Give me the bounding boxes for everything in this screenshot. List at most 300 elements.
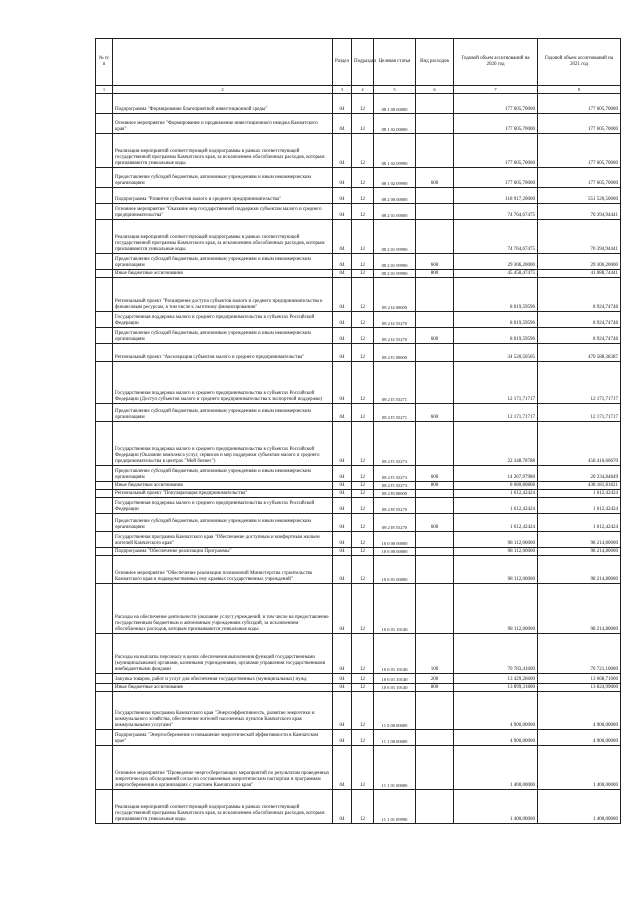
row-allocation-2020-cell: 8 019,59596 bbox=[454, 312, 538, 328]
row-allocation-2021-cell: 70 721,10000 bbox=[538, 634, 621, 674]
row-section-cell: 04 bbox=[333, 466, 352, 482]
row-expense-type-cell bbox=[416, 114, 454, 134]
column-number: 7 bbox=[454, 86, 538, 94]
row-section-cell: 04 bbox=[333, 684, 352, 692]
row-number-cell bbox=[96, 344, 113, 362]
row-expense-type-cell bbox=[416, 584, 454, 634]
row-subsection-cell: 12 bbox=[352, 548, 374, 556]
row-subsection-cell: 12 bbox=[352, 498, 374, 514]
row-target-article-cell: 10 6 01 10140 bbox=[374, 674, 416, 684]
row-expense-type-cell bbox=[416, 548, 454, 556]
header-row-number: № п/п bbox=[96, 39, 113, 86]
column-number-row bbox=[96, 86, 621, 94]
row-name-cell: Расходы на обеспечение деятельности (оказание услуг) учреждений, в том числе на предоставление государственным бюджетным и автономным учреждениям субсидий, за исключением обособленных расходов, которым присваиваются уникальные коды bbox=[113, 584, 333, 634]
row-target-article-cell: 11 1 00 00000 bbox=[374, 730, 416, 746]
column-number: 6 bbox=[416, 86, 454, 94]
row-number-cell bbox=[96, 328, 113, 344]
row-section-cell: 04 bbox=[333, 790, 352, 824]
row-name-cell: Основное мероприятие "Оказание мер государственной поддержки субъектам малого и среднего предпринимательства" bbox=[113, 204, 333, 220]
row-allocation-2021-cell: 12 171,71717 bbox=[538, 362, 621, 404]
row-section-cell: 04 bbox=[333, 556, 352, 584]
table-row bbox=[96, 362, 621, 404]
row-target-article-cell: 08 2 I4 55270 bbox=[374, 328, 416, 344]
row-expense-type-cell bbox=[416, 422, 454, 466]
header-subsection: Подраздел bbox=[352, 39, 374, 86]
row-allocation-2020-cell: 98 112,00000 bbox=[454, 584, 538, 634]
row-number-cell bbox=[96, 548, 113, 556]
row-expense-type-cell bbox=[416, 692, 454, 730]
row-allocation-2020-cell: 12 171,71717 bbox=[454, 362, 538, 404]
row-name-cell: Государственная поддержка малого и среднего предпринимательства в субъектах Российской Федерации (Оказание комплекса услуг, сервисов и мер поддержки субъектам малого и среднего предпринимательства в центрах "Мой бизнес") bbox=[113, 422, 333, 466]
row-subsection-cell: 12 bbox=[352, 674, 374, 684]
table-row bbox=[96, 94, 621, 114]
row-allocation-2021-cell: 8 924,74748 bbox=[538, 328, 621, 344]
table-row bbox=[96, 422, 621, 466]
row-subsection-cell: 12 bbox=[352, 692, 374, 730]
row-target-article-cell: 08 2 I5 55273 bbox=[374, 482, 416, 490]
row-target-article-cell: 08 1 00 00000 bbox=[374, 94, 416, 114]
row-expense-type-cell: 800 bbox=[416, 684, 454, 692]
row-number-cell bbox=[96, 730, 113, 746]
row-name-cell: Государственная программа Камчатского края "Энергоэффективность, развитие энергетики и коммунального хозяйства, обеспечение жителей населенных пунктов Камчатского края коммунальными услугами" bbox=[113, 692, 333, 730]
row-subsection-cell: 12 bbox=[352, 134, 374, 168]
row-allocation-2021-cell: 1 612,42424 bbox=[538, 514, 621, 532]
row-name-cell: Предоставление субсидий бюджетным, автономным учреждениям и иным некоммерческим организациям bbox=[113, 254, 333, 270]
row-name-cell: Государственная программа Камчатского края "Обеспечение доступным и комфортным жильем жителей Камчатского края" bbox=[113, 532, 333, 548]
row-allocation-2021-cell: 13 824,99000 bbox=[538, 684, 621, 692]
row-subsection-cell: 12 bbox=[352, 220, 374, 254]
table-row bbox=[96, 556, 621, 584]
row-name-cell: Реализация мероприятий соответствующей подпрограммы в рамках соответствующей государственной программы Камчатского края, за исключением обособленных расходов, которым присваиваются уникальные коды bbox=[113, 134, 333, 168]
row-expense-type-cell bbox=[416, 188, 454, 204]
row-allocation-2021-cell: 12 171,71717 bbox=[538, 404, 621, 422]
row-target-article-cell: 08 2 01 00000 bbox=[374, 204, 416, 220]
row-name-cell: Реализация мероприятий соответствующей подпрограммы в рамках соответствующей государственной программы Камчатского края, за исключением обособленных расходов, которым присваиваются уникальные коды bbox=[113, 790, 333, 824]
row-allocation-2020-cell: 118 917,20000 bbox=[454, 188, 538, 204]
row-allocation-2021-cell: 4 900,00000 bbox=[538, 692, 621, 730]
table-row bbox=[96, 270, 621, 278]
row-number-cell bbox=[96, 498, 113, 514]
row-name-cell: Подпрограмма "Обеспечение реализации Программы" bbox=[113, 548, 333, 556]
row-target-article-cell: 08 2 I5 55273 bbox=[374, 422, 416, 466]
row-allocation-2020-cell: 74 764,67475 bbox=[454, 204, 538, 220]
row-expense-type-cell: 600 bbox=[416, 254, 454, 270]
row-section-cell: 04 bbox=[333, 692, 352, 730]
row-subsection-cell: 12 bbox=[352, 482, 374, 490]
row-expense-type-cell: 600 bbox=[416, 328, 454, 344]
row-number-cell bbox=[96, 684, 113, 692]
row-target-article-cell: 08 2 00 00000 bbox=[374, 188, 416, 204]
table-header-row bbox=[96, 39, 621, 86]
row-expense-type-cell bbox=[416, 532, 454, 548]
row-subsection-cell: 12 bbox=[352, 204, 374, 220]
table-row bbox=[96, 404, 621, 422]
row-number-cell bbox=[96, 634, 113, 674]
row-expense-type-cell bbox=[416, 220, 454, 254]
row-allocation-2020-cell: 98 112,00000 bbox=[454, 556, 538, 584]
budget-allocation-table bbox=[95, 38, 621, 824]
table-row bbox=[96, 134, 621, 168]
row-number-cell bbox=[96, 692, 113, 730]
row-number-cell bbox=[96, 404, 113, 422]
row-expense-type-cell: 600 bbox=[416, 168, 454, 188]
row-number-cell bbox=[96, 362, 113, 404]
row-expense-type-cell: 200 bbox=[416, 674, 454, 684]
row-section-cell: 04 bbox=[333, 362, 352, 404]
header-target-article: Целевая статья bbox=[374, 39, 416, 86]
row-allocation-2021-cell: 4 900,00000 bbox=[538, 730, 621, 746]
row-target-article-cell: 08 2 I4 55270 bbox=[374, 312, 416, 328]
table-row bbox=[96, 514, 621, 532]
row-allocation-2020-cell: 22 348,78788 bbox=[454, 422, 538, 466]
column-number: 1 bbox=[96, 86, 113, 94]
row-expense-type-cell bbox=[416, 730, 454, 746]
table-row bbox=[96, 168, 621, 188]
row-section-cell: 04 bbox=[333, 94, 352, 114]
row-expense-type-cell bbox=[416, 498, 454, 514]
row-name-cell: Предоставление субсидий бюджетным, автономным учреждениям и иным некоммерческим организациям bbox=[113, 328, 333, 344]
row-allocation-2020-cell: 98 112,00000 bbox=[454, 548, 538, 556]
row-number-cell bbox=[96, 204, 113, 220]
row-allocation-2021-cell: 438 181,81821 bbox=[538, 482, 621, 490]
row-section-cell: 04 bbox=[333, 114, 352, 134]
row-allocation-2021-cell: 177 605,70000 bbox=[538, 134, 621, 168]
row-allocation-2020-cell: 1 612,42424 bbox=[454, 514, 538, 532]
row-allocation-2021-cell: 1 612,42424 bbox=[538, 498, 621, 514]
row-number-cell bbox=[96, 254, 113, 270]
row-allocation-2021-cell: 20 234,84849 bbox=[538, 466, 621, 482]
row-allocation-2020-cell: 13 899,31800 bbox=[454, 684, 538, 692]
row-section-cell: 04 bbox=[333, 514, 352, 532]
row-target-article-cell: 08 2 I5 00000 bbox=[374, 344, 416, 362]
row-subsection-cell: 12 bbox=[352, 730, 374, 746]
row-target-article-cell: 08 2 I5 55271 bbox=[374, 404, 416, 422]
row-allocation-2021-cell: 1 400,00000 bbox=[538, 790, 621, 824]
column-number: 2 bbox=[113, 86, 333, 94]
row-target-article-cell: 10 6 01 10140 bbox=[374, 634, 416, 674]
row-expense-type-cell bbox=[416, 134, 454, 168]
row-allocation-2020-cell: 14 267,97980 bbox=[454, 466, 538, 482]
row-section-cell: 04 bbox=[333, 168, 352, 188]
row-name-cell: Иные бюджетные ассигнования bbox=[113, 270, 333, 278]
row-subsection-cell: 12 bbox=[352, 634, 374, 674]
row-subsection-cell: 12 bbox=[352, 466, 374, 482]
row-name-cell: Подпрограмма "Энергосбережение и повышение энергетической эффективности в Камчатском крае" bbox=[113, 730, 333, 746]
row-subsection-cell: 12 bbox=[352, 404, 374, 422]
row-allocation-2020-cell: 8 019,59596 bbox=[454, 328, 538, 344]
table-row bbox=[96, 532, 621, 548]
table-row bbox=[96, 204, 621, 220]
row-subsection-cell: 12 bbox=[352, 422, 374, 466]
table-row bbox=[96, 278, 621, 312]
row-allocation-2021-cell: 98 214,80000 bbox=[538, 584, 621, 634]
row-subsection-cell: 12 bbox=[352, 114, 374, 134]
row-allocation-2020-cell: 1 400,00000 bbox=[454, 746, 538, 790]
header-expense-type: Вид расходов bbox=[416, 39, 454, 86]
row-subsection-cell: 12 bbox=[352, 790, 374, 824]
row-number-cell bbox=[96, 422, 113, 466]
row-section-cell: 04 bbox=[333, 674, 352, 684]
row-target-article-cell: 08 1 02 09990 bbox=[374, 168, 416, 188]
row-allocation-2020-cell: 4 900,00000 bbox=[454, 692, 538, 730]
row-allocation-2021-cell: 98 214,80000 bbox=[538, 548, 621, 556]
row-target-article-cell: 08 2 I5 55273 bbox=[374, 466, 416, 482]
row-allocation-2020-cell: 177 605,70000 bbox=[454, 114, 538, 134]
row-expense-type-cell: 800 bbox=[416, 270, 454, 278]
row-name-cell: Реализация мероприятий соответствующей подпрограммы в рамках соответствующей государственной программы Камчатского края, за исключением обособленных расходов, которым присваиваются уникальные коды bbox=[113, 220, 333, 254]
row-expense-type-cell bbox=[416, 746, 454, 790]
row-name-cell: Подпрограмма "Развитие субъектов малого и среднего предпринимательства" bbox=[113, 188, 333, 204]
row-expense-type-cell: 600 bbox=[416, 514, 454, 532]
row-name-cell: Государственная поддержка малого и среднего предпринимательства в субъектах Российской Федерации (Доступ субъектов малого и среднего предпринимательства к экспортной поддержке) bbox=[113, 362, 333, 404]
row-allocation-2021-cell: 41 088,74441 bbox=[538, 270, 621, 278]
row-section-cell: 04 bbox=[333, 422, 352, 466]
row-subsection-cell: 12 bbox=[352, 344, 374, 362]
row-allocation-2021-cell: 8 924,74748 bbox=[538, 312, 621, 328]
row-allocation-2020-cell: 34 520,50505 bbox=[454, 344, 538, 362]
row-section-cell: 04 bbox=[333, 344, 352, 362]
row-subsection-cell: 12 bbox=[352, 490, 374, 498]
table-row bbox=[96, 466, 621, 482]
row-section-cell: 04 bbox=[333, 404, 352, 422]
table-row bbox=[96, 790, 621, 824]
row-name-cell: Предоставление субсидий бюджетным, автономным учреждениям и иным некоммерческим организациям bbox=[113, 168, 333, 188]
row-target-article-cell: 10 6 01 10140 bbox=[374, 684, 416, 692]
row-allocation-2021-cell: 1 400,00000 bbox=[538, 746, 621, 790]
row-allocation-2020-cell: 8 080,80808 bbox=[454, 482, 538, 490]
row-subsection-cell: 12 bbox=[352, 556, 374, 584]
row-allocation-2021-cell: 98 214,80000 bbox=[538, 556, 621, 584]
row-subsection-cell: 12 bbox=[352, 188, 374, 204]
row-number-cell bbox=[96, 312, 113, 328]
column-number: 3 bbox=[333, 86, 352, 94]
row-name-cell: Предоставление субсидий бюджетным, автономным учреждениям и иным некоммерческим организациям bbox=[113, 404, 333, 422]
row-allocation-2020-cell: 177 605,70000 bbox=[454, 94, 538, 114]
table-row bbox=[96, 254, 621, 270]
row-number-cell bbox=[96, 466, 113, 482]
row-number-cell bbox=[96, 168, 113, 188]
table-row bbox=[96, 684, 621, 692]
row-expense-type-cell bbox=[416, 344, 454, 362]
row-expense-type-cell bbox=[416, 278, 454, 312]
row-subsection-cell: 12 bbox=[352, 584, 374, 634]
row-allocation-2021-cell: 470 588,38387 bbox=[538, 344, 621, 362]
row-allocation-2021-cell: 29 306,20000 bbox=[538, 254, 621, 270]
row-section-cell: 04 bbox=[333, 584, 352, 634]
row-expense-type-cell bbox=[416, 312, 454, 328]
table-row bbox=[96, 312, 621, 328]
row-allocation-2020-cell: 13 429,26600 bbox=[454, 674, 538, 684]
table-row bbox=[96, 328, 621, 344]
row-expense-type-cell bbox=[416, 94, 454, 114]
row-section-cell: 04 bbox=[333, 730, 352, 746]
row-target-article-cell: 10 6 01 10140 bbox=[374, 584, 416, 634]
row-target-article-cell: 11 0 00 00000 bbox=[374, 692, 416, 730]
row-allocation-2020-cell: 1 612,42424 bbox=[454, 498, 538, 514]
row-name-cell: Закупка товаров, работ и услуг для обеспечения государственных (муниципальных) нужд bbox=[113, 674, 333, 684]
row-subsection-cell: 12 bbox=[352, 514, 374, 532]
row-subsection-cell: 12 bbox=[352, 532, 374, 548]
row-number-cell bbox=[96, 134, 113, 168]
row-section-cell: 04 bbox=[333, 548, 352, 556]
row-name-cell: Региональный проект "Расширение доступа субъектов малого и среднего предпринимательства к финансовым ресурсам, в том числе к льготному финансированию" bbox=[113, 278, 333, 312]
row-name-cell: Предоставление субсидий бюджетным, автономным учреждениям и иным некоммерческим организациям bbox=[113, 514, 333, 532]
header-name bbox=[113, 39, 333, 86]
header-allocation-2021: Годовой объем ассигнований на 2021 год bbox=[538, 39, 621, 86]
row-allocation-2021-cell: 177 605,70000 bbox=[538, 168, 621, 188]
row-allocation-2021-cell: 8 924,74748 bbox=[538, 278, 621, 312]
row-name-cell: Региональный проект "Акселерация субъектов малого и среднего предпринимательства" bbox=[113, 344, 333, 362]
row-allocation-2021-cell: 70 394,94441 bbox=[538, 204, 621, 220]
row-subsection-cell: 12 bbox=[352, 254, 374, 270]
row-allocation-2021-cell: 98 214,80000 bbox=[538, 532, 621, 548]
row-expense-type-cell: 100 bbox=[416, 634, 454, 674]
row-subsection-cell: 12 bbox=[352, 328, 374, 344]
row-target-article-cell: 10 0 00 00000 bbox=[374, 532, 416, 548]
row-section-cell: 04 bbox=[333, 278, 352, 312]
table-row bbox=[96, 634, 621, 674]
header-section: Раздел bbox=[333, 39, 352, 86]
row-section-cell: 04 bbox=[333, 204, 352, 220]
row-allocation-2021-cell: 70 394,94441 bbox=[538, 220, 621, 254]
row-name-cell: Государственная поддержка малого и среднего предпринимательства в субъектах Российской Федерации bbox=[113, 312, 333, 328]
row-allocation-2020-cell: 4 900,00000 bbox=[454, 730, 538, 746]
table-row bbox=[96, 344, 621, 362]
row-target-article-cell: 08 2 01 09990 bbox=[374, 270, 416, 278]
row-subsection-cell: 12 bbox=[352, 312, 374, 328]
row-number-cell bbox=[96, 278, 113, 312]
row-name-cell: Предоставление субсидий бюджетным, автономным учреждениям и иным некоммерческим организациям bbox=[113, 466, 333, 482]
row-allocation-2020-cell: 29 306,20000 bbox=[454, 254, 538, 270]
table-row bbox=[96, 746, 621, 790]
row-number-cell bbox=[96, 674, 113, 684]
table-row bbox=[96, 220, 621, 254]
row-target-article-cell: 08 2 01 09990 bbox=[374, 220, 416, 254]
row-allocation-2020-cell: 74 764,67475 bbox=[454, 220, 538, 254]
row-target-article-cell: 08 2 01 09990 bbox=[374, 254, 416, 270]
row-number-cell bbox=[96, 790, 113, 824]
row-allocation-2020-cell: 98 112,00000 bbox=[454, 532, 538, 548]
row-target-article-cell: 10 6 01 00000 bbox=[374, 556, 416, 584]
row-section-cell: 04 bbox=[333, 634, 352, 674]
table-row bbox=[96, 498, 621, 514]
row-name-cell: Подпрограмма "Формирование благоприятной инвестиционной среды" bbox=[113, 94, 333, 114]
row-expense-type-cell bbox=[416, 490, 454, 498]
row-target-article-cell: 08 1 02 00000 bbox=[374, 114, 416, 134]
row-expense-type-cell: 600 bbox=[416, 404, 454, 422]
row-name-cell: Иные бюджетные ассигнования bbox=[113, 684, 333, 692]
row-number-cell bbox=[96, 514, 113, 532]
row-section-cell: 04 bbox=[333, 482, 352, 490]
header-allocation-2020: Годовой объем ассигнований на 2020 год bbox=[454, 39, 538, 86]
row-section-cell: 04 bbox=[333, 134, 352, 168]
row-subsection-cell: 12 bbox=[352, 270, 374, 278]
row-section-cell: 04 bbox=[333, 490, 352, 498]
row-expense-type-cell: 600 bbox=[416, 466, 454, 482]
row-allocation-2021-cell: 458 416,66670 bbox=[538, 422, 621, 466]
row-target-article-cell: 08 2 I8 55270 bbox=[374, 498, 416, 514]
row-section-cell: 04 bbox=[333, 498, 352, 514]
row-allocation-2021-cell: 1 612,42424 bbox=[538, 490, 621, 498]
row-target-article-cell: 08 2 I5 55271 bbox=[374, 362, 416, 404]
row-number-cell bbox=[96, 482, 113, 490]
row-number-cell bbox=[96, 532, 113, 548]
row-number-cell bbox=[96, 746, 113, 790]
row-target-article-cell: 11 1 01 00000 bbox=[374, 746, 416, 790]
row-name-cell: Основное мероприятие "Проведение энергосберегающих мероприятий по результатам проведенных энергетических обследований согласно составленным энергетическим паспортам и программам энергосбережения в организациях с участием Камчатского края" bbox=[113, 746, 333, 790]
row-name-cell: Государственная поддержка малого и среднего предпринимательства в субъектах Российской Федерации bbox=[113, 498, 333, 514]
row-section-cell: 04 bbox=[333, 328, 352, 344]
row-name-cell: Региональный проект "Популяризация предпринимательства" bbox=[113, 490, 333, 498]
row-target-article-cell: 08 2 I8 55270 bbox=[374, 514, 416, 532]
row-subsection-cell: 12 bbox=[352, 94, 374, 114]
row-section-cell: 04 bbox=[333, 270, 352, 278]
row-number-cell bbox=[96, 584, 113, 634]
row-number-cell bbox=[96, 556, 113, 584]
row-allocation-2020-cell: 8 019,59596 bbox=[454, 278, 538, 312]
column-number: 4 bbox=[352, 86, 374, 94]
column-number: 8 bbox=[538, 86, 621, 94]
table-row bbox=[96, 674, 621, 684]
row-allocation-2021-cell: 177 605,70000 bbox=[538, 94, 621, 114]
row-number-cell bbox=[96, 270, 113, 278]
table-row bbox=[96, 188, 621, 204]
row-target-article-cell: 11 1 01 09990 bbox=[374, 790, 416, 824]
row-target-article-cell: 10 6 00 00000 bbox=[374, 548, 416, 556]
row-allocation-2020-cell: 70 783,41600 bbox=[454, 634, 538, 674]
row-section-cell: 04 bbox=[333, 532, 352, 548]
row-expense-type-cell bbox=[416, 362, 454, 404]
row-allocation-2020-cell: 177 605,70000 bbox=[454, 134, 538, 168]
row-allocation-2021-cell: 551 520,50000 bbox=[538, 188, 621, 204]
row-subsection-cell: 12 bbox=[352, 168, 374, 188]
row-number-cell bbox=[96, 94, 113, 114]
table-row bbox=[96, 584, 621, 634]
table-row bbox=[96, 114, 621, 134]
row-subsection-cell: 12 bbox=[352, 362, 374, 404]
row-allocation-2021-cell: 13 668,71000 bbox=[538, 674, 621, 684]
row-number-cell bbox=[96, 188, 113, 204]
table-row bbox=[96, 490, 621, 498]
row-expense-type-cell bbox=[416, 790, 454, 824]
row-section-cell: 04 bbox=[333, 220, 352, 254]
row-name-cell: Иные бюджетные ассигнования bbox=[113, 482, 333, 490]
row-section-cell: 04 bbox=[333, 254, 352, 270]
table-row bbox=[96, 548, 621, 556]
row-target-article-cell: 08 2 I8 00000 bbox=[374, 490, 416, 498]
table-row bbox=[96, 482, 621, 490]
row-number-cell bbox=[96, 114, 113, 134]
row-target-article-cell: 08 2 I4 00000 bbox=[374, 278, 416, 312]
row-subsection-cell: 12 bbox=[352, 278, 374, 312]
row-allocation-2020-cell: 45 458,47475 bbox=[454, 270, 538, 278]
row-expense-type-cell bbox=[416, 204, 454, 220]
row-section-cell: 04 bbox=[333, 746, 352, 790]
table-row bbox=[96, 692, 621, 730]
table-row bbox=[96, 730, 621, 746]
row-subsection-cell: 12 bbox=[352, 684, 374, 692]
row-number-cell bbox=[96, 490, 113, 498]
row-allocation-2020-cell: 12 171,71717 bbox=[454, 404, 538, 422]
row-name-cell: Основное мероприятие "Формирование и продвижение инвестиционного имиджа Камчатского края" bbox=[113, 114, 333, 134]
column-number: 5 bbox=[374, 86, 416, 94]
row-allocation-2020-cell: 1 400,00000 bbox=[454, 790, 538, 824]
row-target-article-cell: 08 1 02 09990 bbox=[374, 134, 416, 168]
budget-table-page bbox=[95, 38, 620, 824]
row-subsection-cell: 12 bbox=[352, 746, 374, 790]
row-expense-type-cell bbox=[416, 556, 454, 584]
row-name-cell: Расходы на выплаты персоналу в целях обеспечения выполнения функций государственными (муниципальными) органами, казенными учреждениями, органами управления государственными внебюджетными фондами bbox=[113, 634, 333, 674]
